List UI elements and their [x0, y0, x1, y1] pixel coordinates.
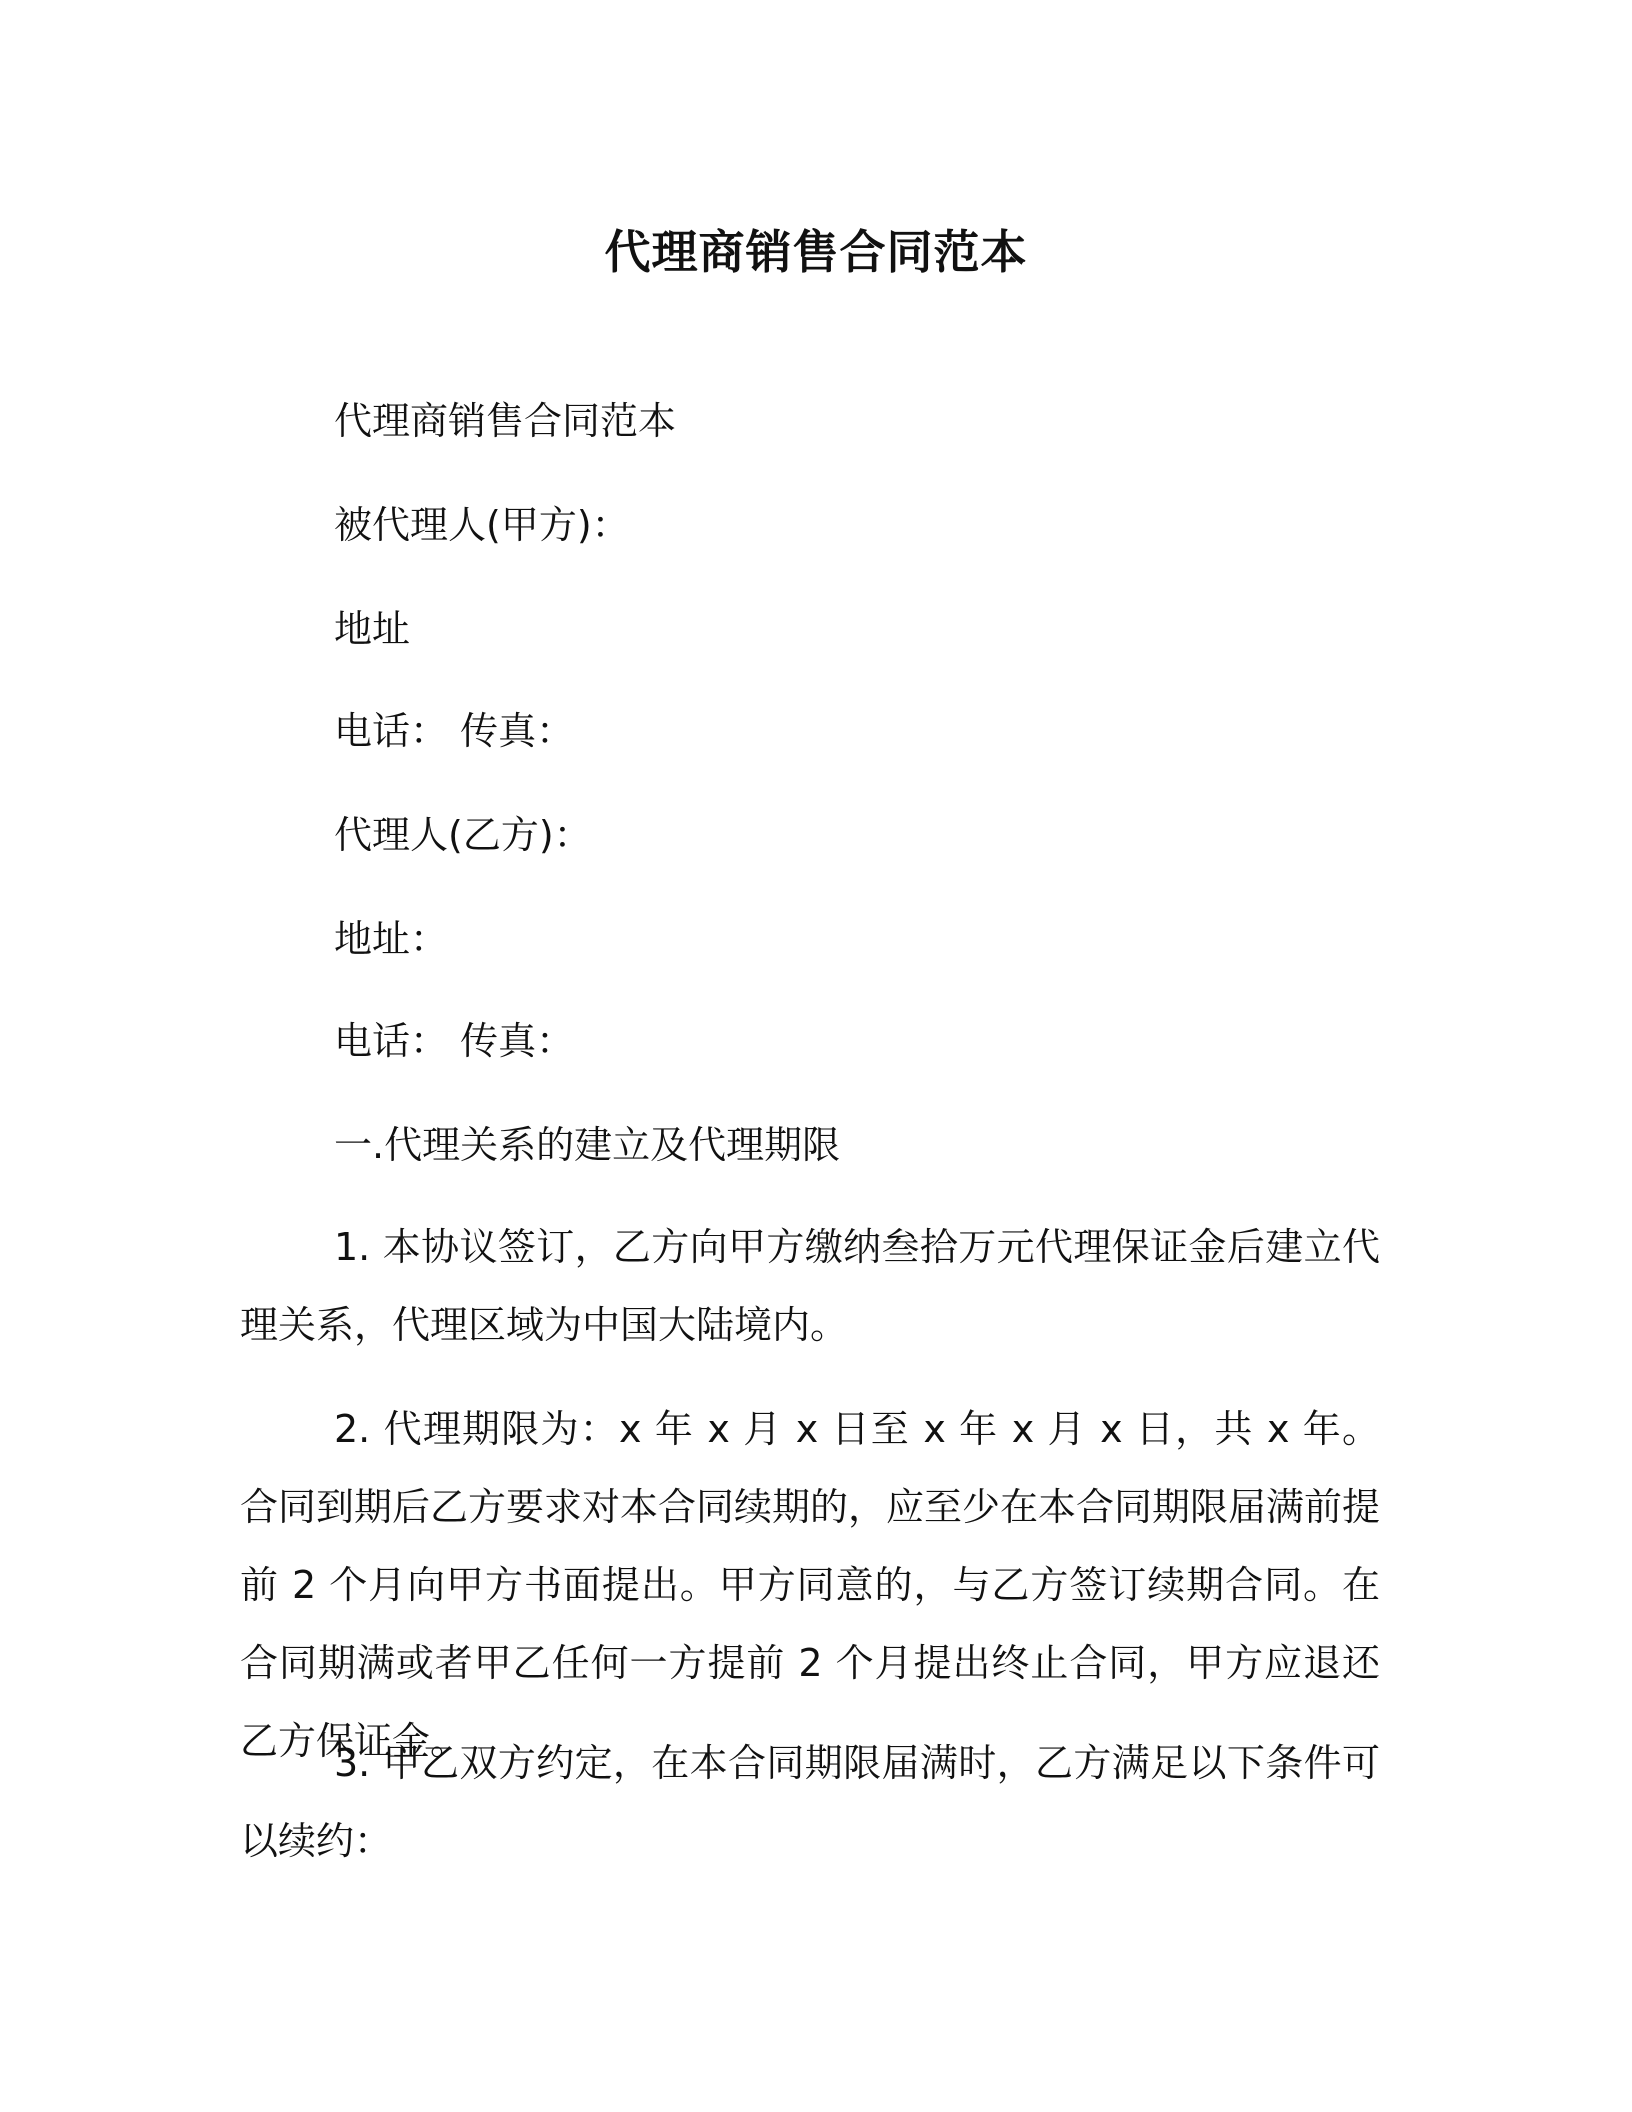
clause-3: 3. 甲乙双方约定，在本合同期限届满时，乙方满足以下条件可以续约： — [240, 1741, 1380, 1863]
contract-subtitle: 代理商销售合同范本 — [334, 399, 677, 443]
party-b-address: 地址： — [334, 917, 449, 961]
party-a-phone-fax: 电话： 传真： — [334, 709, 575, 753]
clause-2: 2. 代理期限为：x 年 x 月 x 日至 x 年 x 月 x 日，共 x 年。合同到期后乙方要求对本合同续期的，应至少在本合同期限届满前提前 2 个月向甲方书面提出。甲方同意的，与乙方签订续期合同。在合同期满或者甲乙任何一方提前 2 个月提出终止合同，甲方应退还乙方保证金。 — [240, 1407, 1381, 1763]
party-b-label: 代理人(乙方)： — [334, 813, 592, 857]
clause-1: 1. 本协议签订，乙方向甲方缴纳叁拾万元代理保证金后建立代理关系，代理区域为中国大陆境内。 — [240, 1225, 1380, 1347]
party-a-label: 被代理人(甲方)： — [334, 503, 630, 547]
party-a-address: 地址 — [334, 607, 411, 651]
document-title: 代理商销售合同范本 — [604, 225, 1028, 279]
section-heading-1: 一.代理关系的建立及代理期限 — [334, 1123, 841, 1167]
party-b-phone-fax: 电话： 传真： — [334, 1019, 575, 1063]
